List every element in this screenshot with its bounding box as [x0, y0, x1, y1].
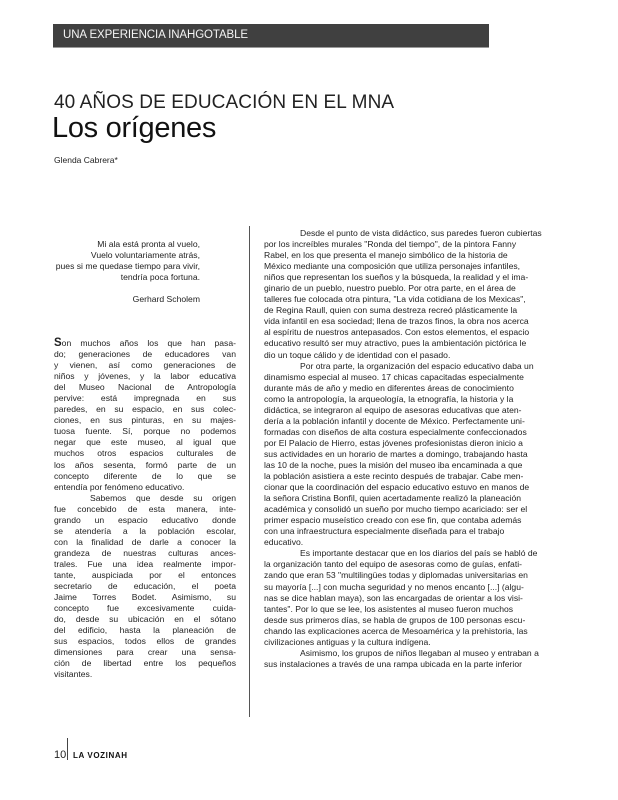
paragraph-line: del Museo Nacional de Antropología: [54, 382, 236, 393]
page-number: 10: [54, 749, 67, 761]
paragraph-line: la población asistiera a este recinto después de trabajar. Cabe men-: [264, 471, 524, 482]
paragraph-line: durante más de año y medio en diferentes áreas de conocimiento: [264, 382, 514, 393]
paragraph-line: se atendería a la población escolar,: [54, 525, 236, 536]
paragraph-line: Sabemos que desde su origen: [90, 492, 236, 503]
paragraph-line: del edificio, hasta la planeación de: [54, 625, 236, 636]
paragraph-line: talleres fue colocada otra pintura, "La vida cotidiana de los Mexicas",: [264, 294, 526, 305]
paragraph-line: la señora Cristina Bonfil, quien acertadamente realizó la planeación: [264, 493, 522, 504]
epigraph-attribution: Gerhard Scholem: [132, 294, 200, 304]
right-column: [264, 228, 542, 670]
paragraph-line: Por otra parte, la organización del espacio educativo daba un: [300, 360, 534, 371]
paragraph-line: cionar que la coordinación del espacio educativo estuvo en manos de: [264, 482, 530, 493]
paragraph-line: negar que este museo, al igual que: [54, 437, 236, 448]
paragraph-line: académica y consolidó un sueño por mucho tiempo acariciado: ser el: [264, 504, 528, 515]
paragraph-line: sus espacios, todos ellos de grandes: [54, 636, 236, 647]
paragraph-line: paredes, en su espacio, en sus colec-: [54, 404, 236, 415]
epigraph: [0, 239, 200, 305]
paragraph-line: dería a la población infantil y docente de México. Perfectamente uni-: [264, 415, 525, 426]
section-label: UNA EXPERIENCIA INAHGOTABLE: [63, 29, 248, 41]
paragraph-line: zando que eran 53 "multilingües todas y diplomadas universitarias en: [264, 570, 528, 581]
paragraph-line: do; generaciones de educadores van: [54, 349, 236, 360]
paragraph-line: tante, auspiciada por el entonces: [54, 569, 236, 580]
section-header-bar: [53, 24, 489, 47]
epigraph-line: Mi ala está pronta al vuelo,: [97, 239, 200, 249]
paragraph-line: con la finalidad de darle a conocer la: [54, 536, 236, 547]
paragraph-line: niños y jóvenes, y la labor educativa: [54, 371, 236, 382]
article-kicker: 40 AÑOS DE EDUCACIÓN EN EL MNA: [54, 92, 395, 113]
paragraph-line: civilizaciones antiguas y la cultura indígena.: [264, 636, 431, 647]
paragraph-line: los años sesenta, formó parte de un: [54, 459, 236, 470]
paragraph-line: fue concebido de esta manera, inte-: [54, 503, 236, 514]
paragraph-line: ciones, en sus pinturas, en su majes-: [54, 415, 236, 426]
paragraph-line: [54, 338, 236, 349]
epigraph-line: pues si me quedase tiempo para vivir,: [55, 261, 200, 271]
paragraph-line: tuosa fuente. Sí, porque no podemos: [54, 426, 236, 437]
paragraph-line: muchos otros espacios culturales de: [54, 448, 236, 459]
paragraph-line: Asimismo, los grupos de niños llegaban al museo y entraban a: [300, 647, 539, 658]
paragraph-line: secretario de educación, el poeta: [54, 581, 236, 592]
paragraph-line: dimensiones para crear una sensa-: [54, 647, 236, 658]
paragraph-line: sus instalaciones a través de una rampa ubicada en la parte inferior: [264, 658, 522, 669]
paragraph-line: entendía por fenómeno educativo.: [54, 481, 185, 492]
paragraph-line: do, desde su ubicación en el sótano: [54, 614, 236, 625]
paragraph-line: por los increíbles murales "Ronda del tiempo", de la pintora Fanny: [264, 239, 517, 250]
left-column: [54, 338, 236, 680]
paragraph-line: desde sus primeros días, se habla de grupos de 100 personas escu-: [264, 614, 526, 625]
paragraph-line: grandeza de nuestras culturas ances-: [54, 547, 236, 558]
paragraph-line: niños que representan los sueños y la búsqueda, la realidad y el ima-: [264, 272, 529, 283]
paragraph-line: su mayoría [...] con mucha seguridad y no menos encanto [...] (algu-: [264, 581, 524, 592]
article-author: Glenda Cabrera*: [54, 155, 118, 165]
paragraph-line: didáctica, se integraron al equipo de asesoras educativas que aten-: [264, 404, 522, 415]
paragraph-line: concepto fue excesivamente cuida-: [54, 603, 236, 614]
paragraph-line: ginario de un pueblo, nuestro pueblo. Por otra parte, en el área de: [264, 283, 516, 294]
paragraph-line: dinamismo especial al museo. 17 chicas capacitadas especialmente: [264, 371, 524, 382]
paragraph-line: tantes". Por lo que se lee, los asistentes al museo fueron muchos: [264, 603, 514, 614]
paragraph-line: chando las explicaciones acerca de Mesoamérica y la prehistoria, las: [264, 625, 528, 636]
epigraph-line: Vuelo voluntariamente atrás,: [90, 250, 200, 260]
paragraph-line: educativo.: [264, 537, 304, 548]
paragraph-line: formadas con diseños de alta costura especialmente confeccionados: [264, 426, 527, 437]
paragraph-line: nas se dice hablan maya), son las encargadas de orientar a los visi-: [264, 592, 523, 603]
paragraph-line: pervive: está impregnada en sus: [54, 393, 236, 404]
paragraph-line: dio un toque cálido y de identidad con el pasado.: [264, 349, 451, 360]
paragraph-line: vida infantil en esa sociedad; llena de trazos finos, la obra nos acerca: [264, 316, 529, 327]
paragraph-line: las 10 de la noche, pues la misión del museo iba encaminada a que: [264, 459, 523, 470]
magazine-name: LA VOZINAH: [73, 751, 128, 760]
paragraph-line: por El Palacio de Hierro, estas jóvenes profesionistas dieron inicio a: [264, 437, 523, 448]
paragraph-line: con una infraestructura especialmente diseñada para el trabajo: [264, 526, 505, 537]
paragraph-line-text: on muchos años los que han pasa-: [61, 338, 236, 348]
paragraph-line: visitantes.: [54, 669, 93, 680]
paragraph-line: Rabel, en los que presenta el manejo simbólico de la historia de: [264, 250, 508, 261]
paragraph-line: ción de libertad entre los pequeños: [54, 658, 236, 669]
paragraph-line: Es importante destacar que en los diarios del país se habló de: [300, 548, 538, 559]
paragraph-line: México mediante una composición que utiliza personajes infantiles,: [264, 261, 521, 272]
drop-cap: S: [54, 337, 62, 349]
paragraph-line: y vienen, así como generaciones de: [54, 360, 236, 371]
column-divider: [249, 226, 250, 717]
paragraph-line: la organización tanto del equipo de asesoras como de guías, enfati-: [264, 559, 522, 570]
paragraph-line: sus actividades en un horario de martes a domingo, trabajando hasta: [264, 448, 528, 459]
paragraph-line: concepto diferente de lo que se: [54, 470, 236, 481]
paragraph-line: grando un espacio educativo donde: [54, 514, 236, 525]
paragraph-line: de Regina Raull, quien con suma destreza recreó plásticamente la: [264, 305, 518, 316]
paragraph-line: al espíritu de nuestros antepasados. Con estos elementos, el espacio: [264, 327, 530, 338]
paragraph-line: trales. Fue una idea realmente impor-: [54, 558, 236, 569]
paragraph-line: como la antropología, la arqueología, la etnografía, la historia y la: [264, 393, 514, 404]
footer-divider: [67, 738, 68, 760]
epigraph-line: tendría poca fortuna.: [120, 272, 200, 282]
article-title: Los orígenes: [52, 112, 217, 144]
paragraph-line: Jaime Torres Bodet. Asimismo, su: [54, 592, 236, 603]
paragraph-line: Desde el punto de vista didáctico, sus paredes fueron cubiertas: [300, 228, 542, 238]
paragraph-line: educativo resultó ser muy atractivo, pues la ambientación pictórica le: [264, 338, 527, 349]
paragraph-line: primer espacio museístico creado con ese fin, que contaba además: [264, 515, 522, 526]
